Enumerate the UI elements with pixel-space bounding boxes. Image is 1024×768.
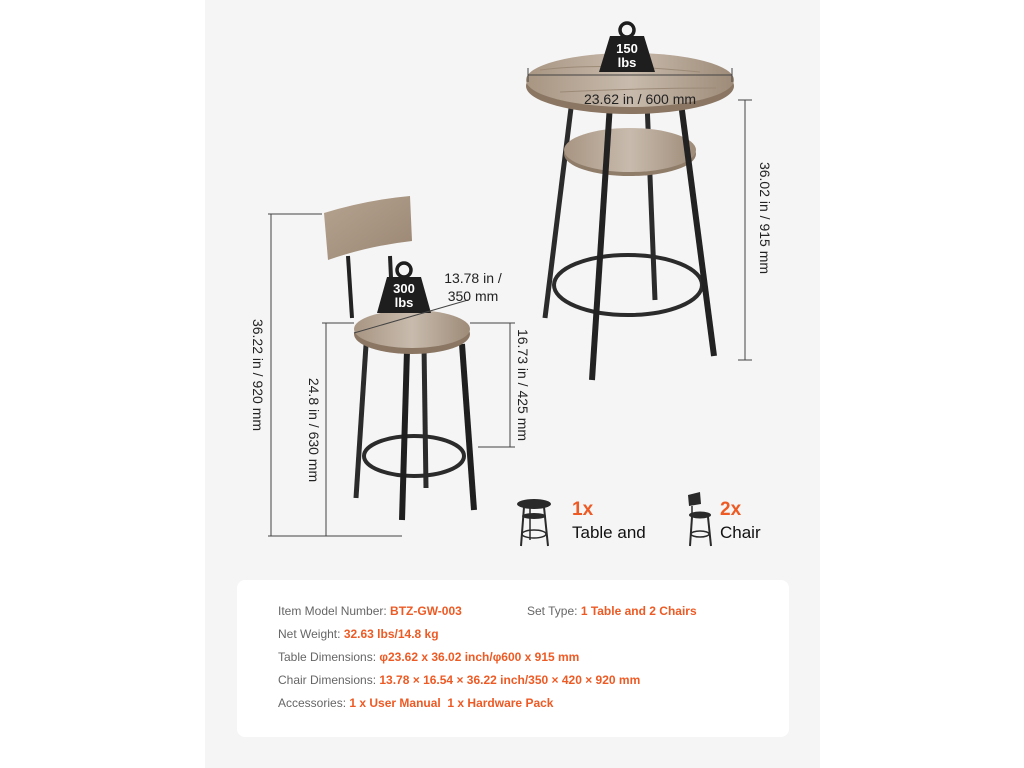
spec-chair-dimensions-value: 13.78 × 16.54 × 36.22 inch/350 × 420 × 920 mm xyxy=(379,673,641,687)
spec-net-weight xyxy=(278,627,439,641)
chair-seat-height-label: 24.8 in / 630 mm xyxy=(306,377,322,483)
spec-model-value: BTZ-GW-003 xyxy=(390,604,462,618)
spec-net-weight-label: Net Weight: xyxy=(278,627,344,641)
spec-accessories-label: Accessories: xyxy=(278,696,350,710)
spec-chair-dimensions-label: Chair Dimensions: xyxy=(278,673,380,687)
spec-table-dimensions-value: φ23.62 x 36.02 inch/φ600 x 915 mm xyxy=(379,650,580,664)
spec-table-dimensions xyxy=(278,650,579,664)
seat-diameter-label-line2: 350 mm xyxy=(447,288,499,304)
chair-quantity: 2x xyxy=(720,499,742,520)
spec-net-weight-value: 32.63 lbs/14.8 kg xyxy=(343,627,439,641)
spec-set-type-value: 1 Table and 2 Chairs xyxy=(580,604,697,618)
spec-accessories xyxy=(278,696,553,710)
chair-capacity-value: 300 xyxy=(393,281,415,296)
chair-quantity-label: Chair xyxy=(720,523,761,542)
spec-model xyxy=(278,604,462,618)
bar-chair-illustration xyxy=(324,196,474,520)
table-diameter-label: 23.62 in / 600 mm xyxy=(583,91,697,107)
chair-total-height-label: 36.22 in / 920 mm xyxy=(250,318,266,432)
chair-back-height-label: 16.73 in / 425 mm xyxy=(515,328,531,442)
table-quantity-label: Table and xyxy=(572,523,646,542)
spec-chair-dimensions xyxy=(278,673,640,687)
table-height-label: 36.02 in / 915 mm xyxy=(757,161,773,275)
spec-set-type xyxy=(527,604,697,618)
mini-table-icon xyxy=(517,499,551,546)
spec-model-label: Item Model Number: xyxy=(278,604,391,618)
table-quantity: 1x xyxy=(572,499,594,520)
spec-table-dimensions-label: Table Dimensions: xyxy=(278,650,380,664)
mini-chair-icon xyxy=(688,492,711,546)
table-capacity-unit: lbs xyxy=(617,55,637,70)
spec-accessories-value: 1 x User Manual 1 x Hardware Pack xyxy=(349,696,554,710)
weight-icon xyxy=(599,23,655,72)
table-capacity-value: 150 xyxy=(616,41,638,56)
chair-capacity-unit: lbs xyxy=(394,295,414,310)
seat-diameter-label-line1: 13.78 in / xyxy=(444,270,502,286)
weight-icon xyxy=(377,263,431,313)
spec-set-type-label: Set Type: xyxy=(527,604,581,618)
